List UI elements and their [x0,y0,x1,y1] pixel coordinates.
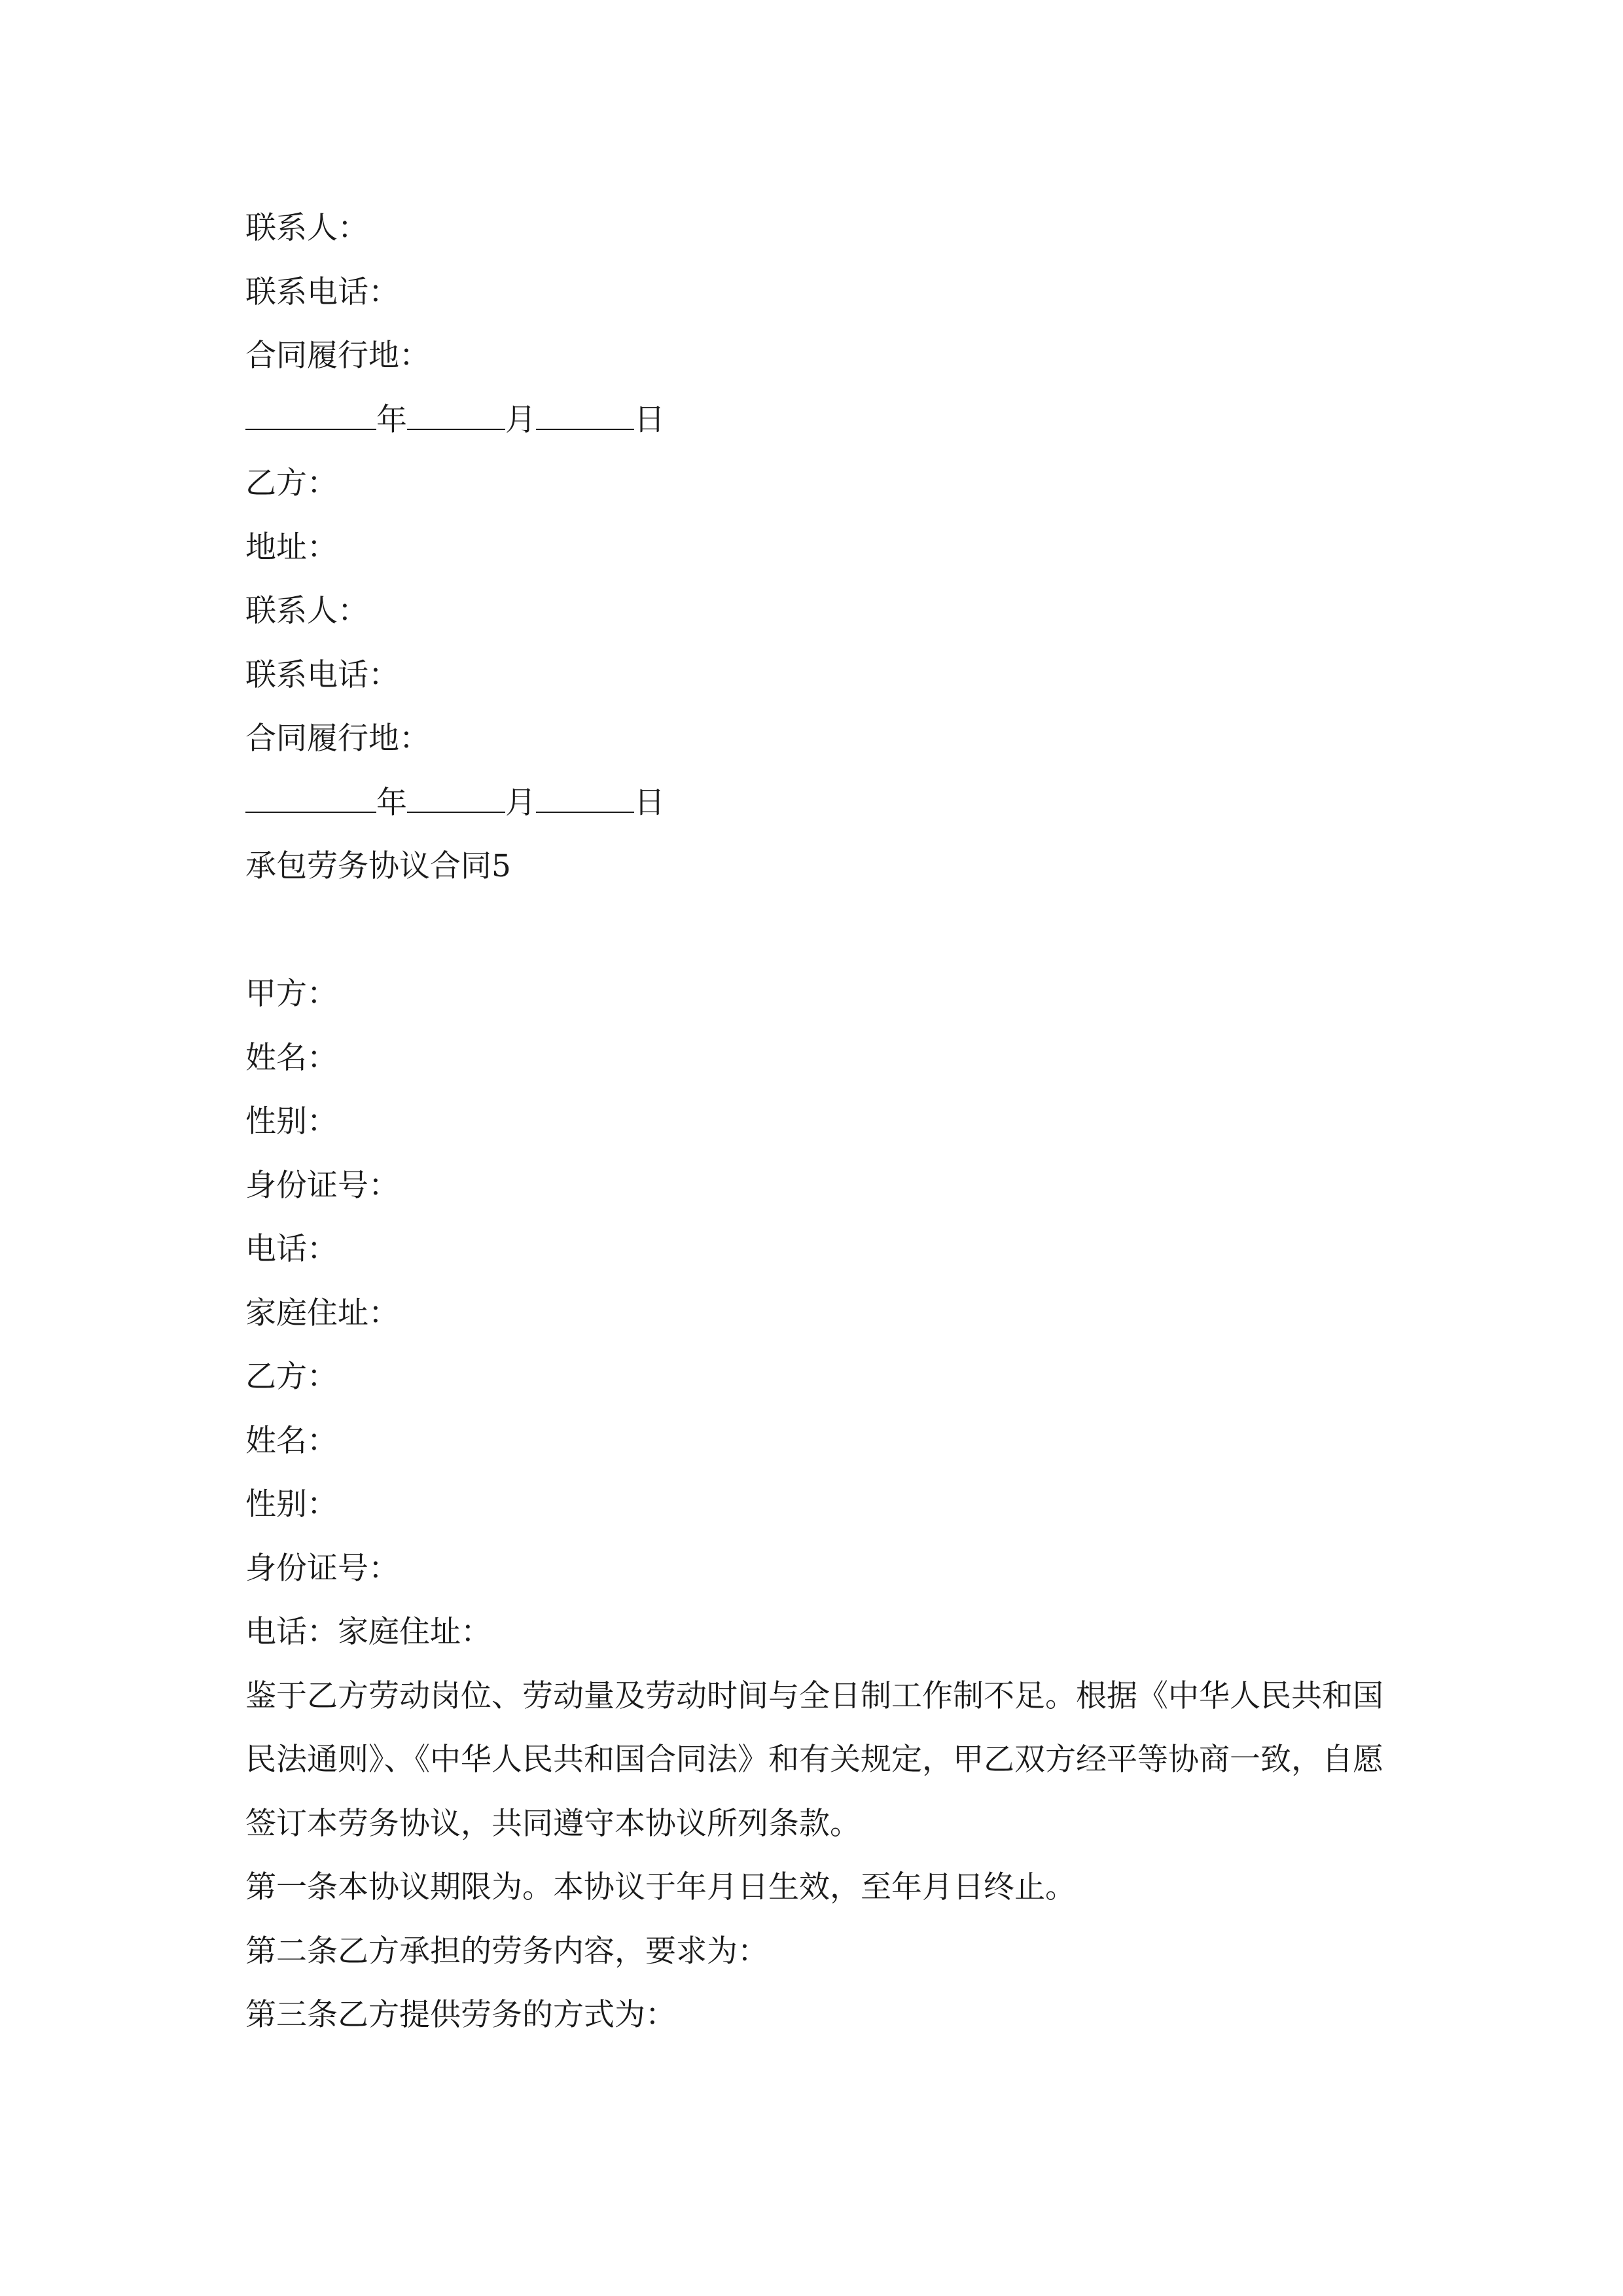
party-a-gender-label: 性别： [245,1103,338,1139]
party-a-home-address-label: 家庭住址： [245,1295,399,1331]
clause-1: 第一条本协议期限为。本协议于年月日生效，至年月日终止。 [245,1869,1076,1905]
day-blank [536,785,634,813]
year-blank [245,403,376,430]
document-body [245,196,1384,2047]
party-b-tel-address-label: 电话：家庭住址： [245,1614,491,1650]
preamble-paragraph: 鉴于乙方劳动岗位、劳动量及劳动时间与全日制工作制不足。根据《中华人民共和国民法通则》、《中华人民共和国合同法》和有关规定，甲乙双方经平等协商一致，自愿签订本劳务协议，共同遵守本协议所列条款。 [245,1677,1383,1842]
party-a-date-line [245,388,1384,452]
party-a-tel-label: 电话： [245,1231,338,1267]
clause-3: 第三条乙方提供劳务的方式为： [245,1997,676,2033]
party-b-id-label: 身份证号： [245,1550,399,1587]
year-label: 年 [376,401,407,438]
party-a-phone-label: 联系电话： [245,274,399,310]
day-blank [536,403,634,430]
party-a-id-label: 身份证号： [245,1167,399,1204]
party-a-contact-person-label: 联系人： [245,210,368,246]
month-blank [407,785,505,813]
year-blank [245,785,376,813]
party-b-date-line [245,771,1384,835]
day-label: 日 [634,401,665,438]
party-b-name-label: 姓名： [245,1422,338,1459]
party-b-heading: 乙方： [245,1359,338,1395]
party-b-phone-label: 联系电话： [245,656,399,693]
party-a-place-label: 合同履行地： [245,338,430,374]
day-label: 日 [634,784,665,821]
clause-2: 第二条乙方承担的劳务内容，要求为： [245,1933,768,1969]
party-b-contact-person-label: 联系人： [245,593,368,629]
year-label: 年 [376,784,407,821]
party-a-name-label: 姓名： [245,1039,338,1076]
month-label: 月 [505,401,536,438]
month-blank [407,403,505,430]
month-label: 月 [505,784,536,821]
contract-title: 承包劳务协议合同5 [245,848,511,884]
party-b-label: 乙方： [245,465,338,501]
party-b-gender-label: 性别： [245,1486,338,1522]
party-b-address-label: 地址： [245,529,338,565]
party-a-heading: 甲方： [245,976,338,1012]
blank-line [245,899,1384,963]
party-b-place-label: 合同履行地： [245,721,430,757]
